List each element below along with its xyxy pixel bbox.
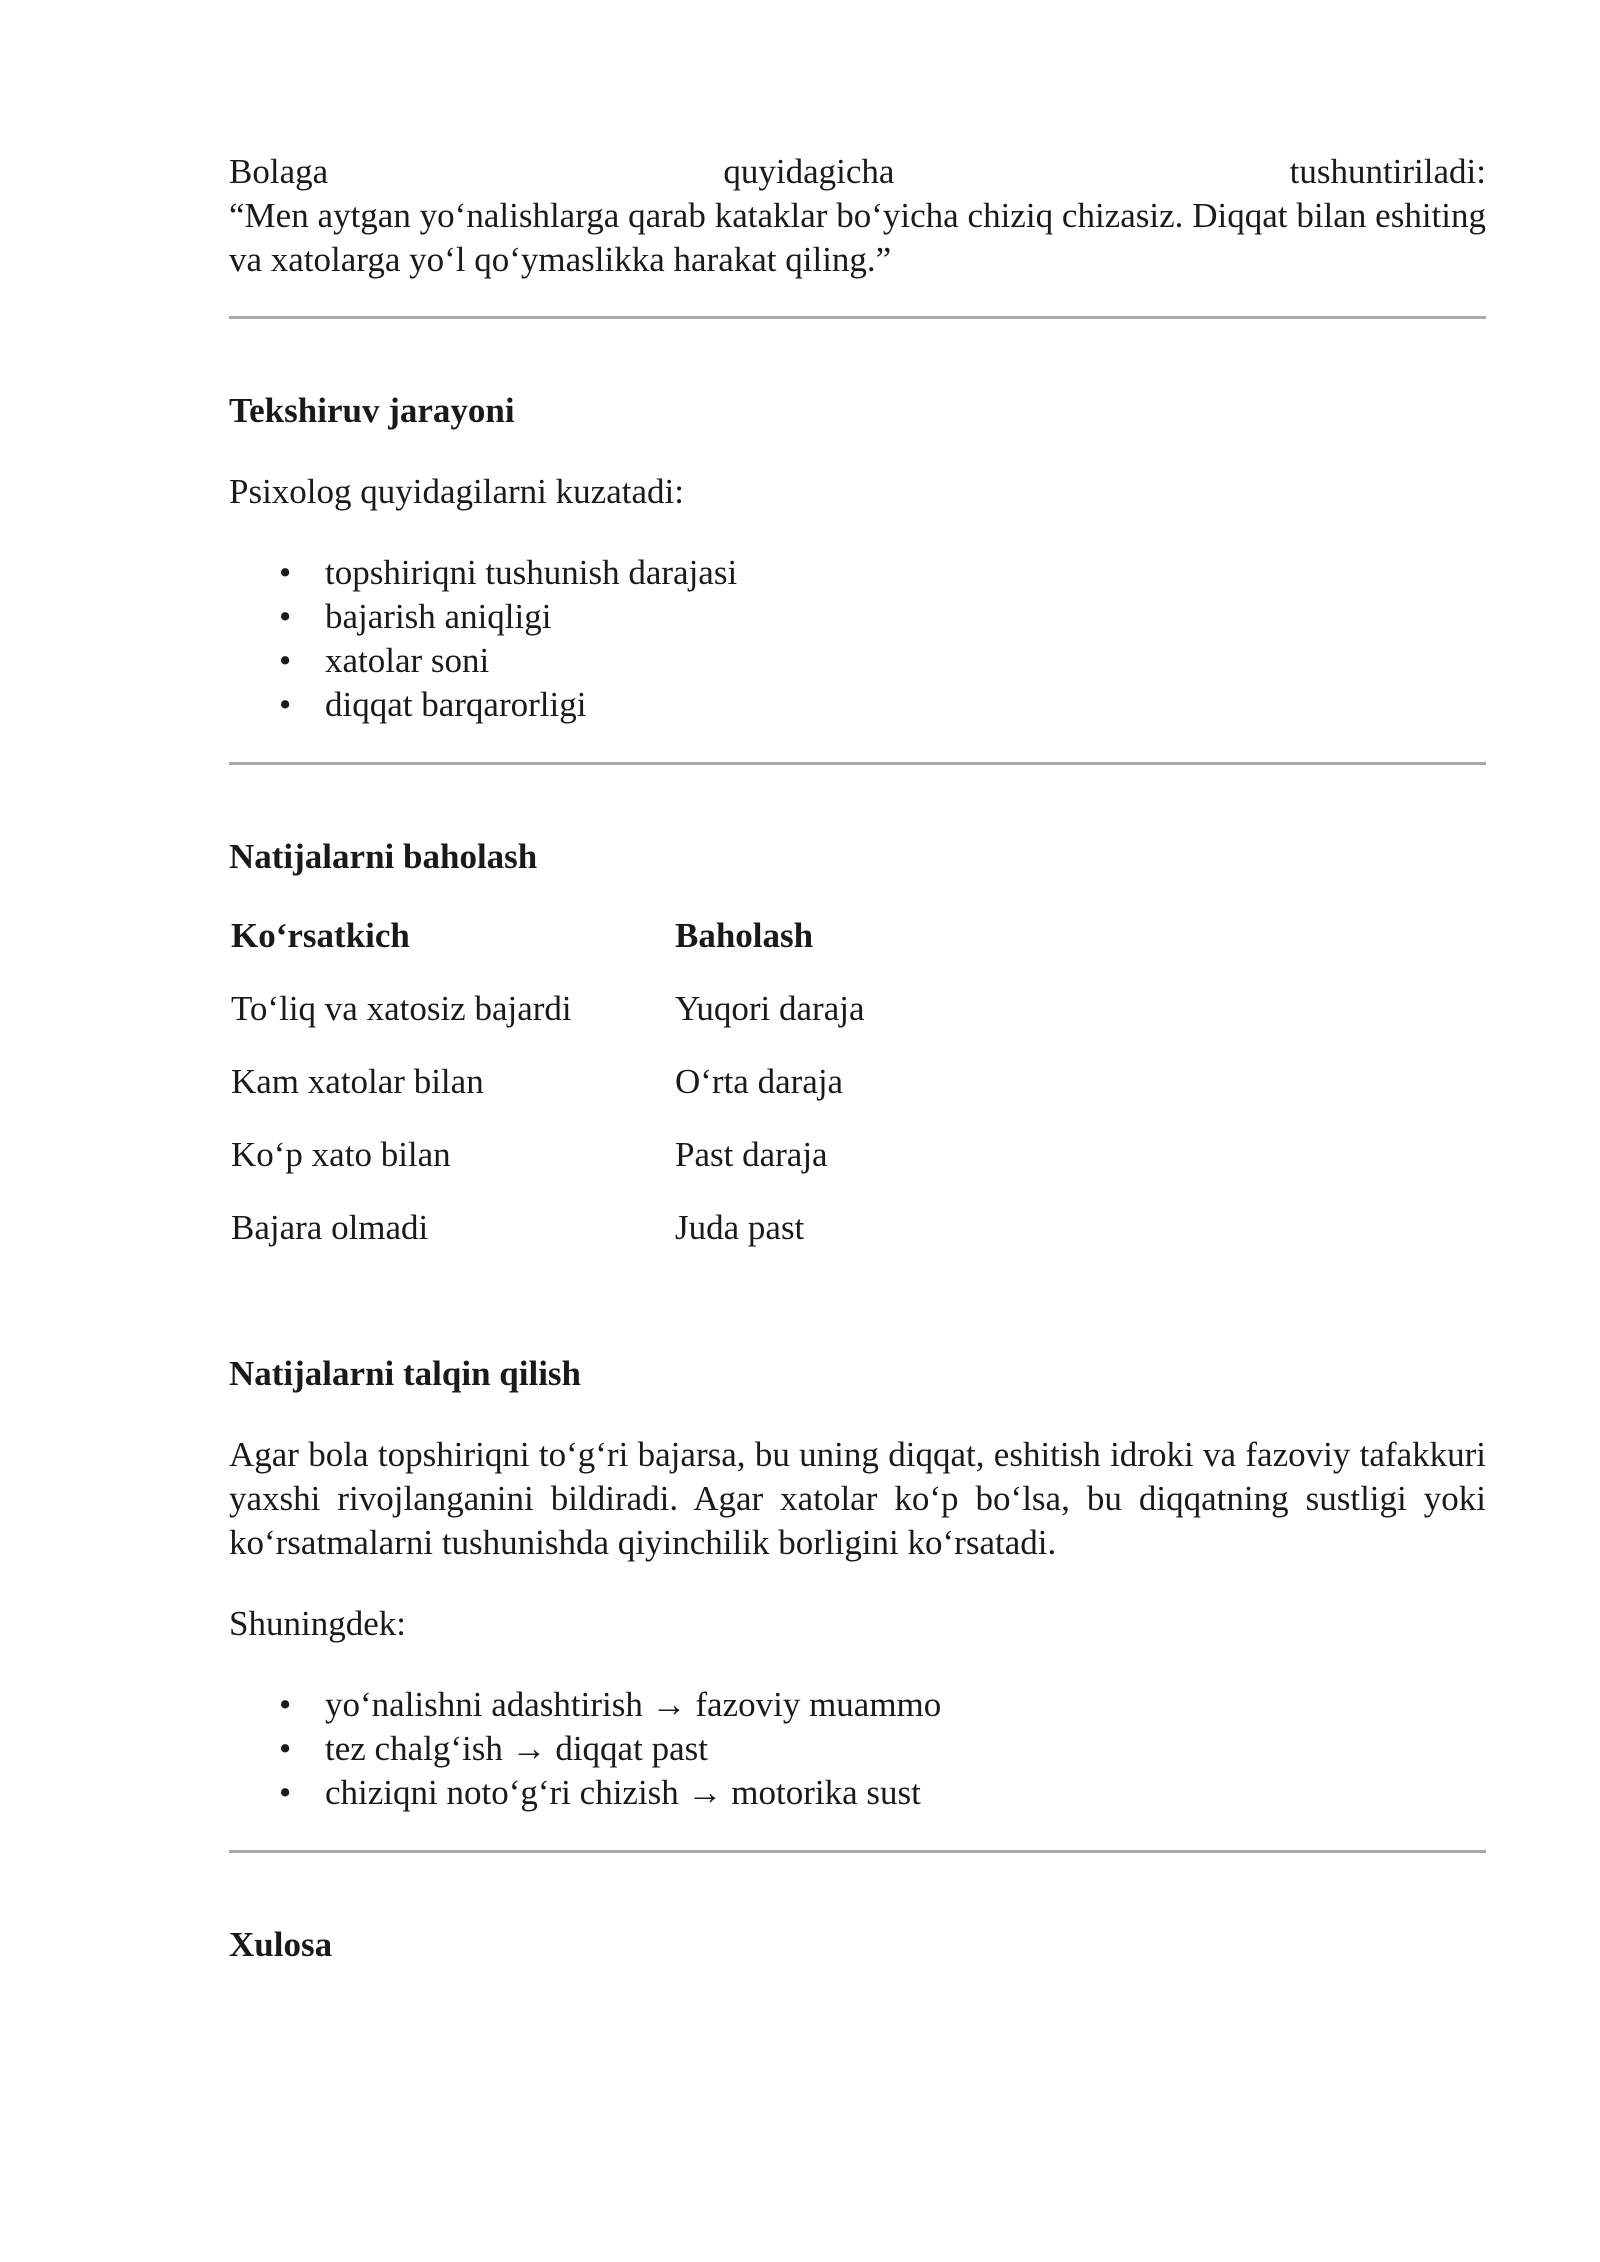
intro-word: Bolaga [229,152,329,191]
bullet-icon: • [279,685,292,724]
list-item-text: yo‘nalishni adashtirish → fazoviy muammo [325,1685,942,1724]
intro-text: “Men aytgan yo‘nalishlarga qarab kataklar bo‘yicha chiziq chizasiz. Diqqat bilan eshiting va xatolarga yo‘l qo‘ymaslikka harakat qiling.” [229,196,1486,279]
intro-first-line [229,150,1486,194]
interpretation-paragraph: Agar bola topshiriqni to‘g‘ri bajarsa, bu uning diqqat, eshitish idroki va fazoviy tafakkuri yaxshi rivojlanganini bildiradi. Agar xatolar ko‘p bo‘lsa, bu diqqatning sustligi yoki ko‘rsatmalarni tushunishda qiyinchilik borligini ko‘rsatadi. [229,1435,1486,1562]
list-item [229,595,1486,639]
section-heading-process: Tekshiruv jarayoni [229,391,515,430]
list-item [229,551,1486,595]
section-heading-interpretation: Natijalarni talqin qilish [229,1354,582,1393]
list-item-text: topshiriqni tushunish darajasi [325,553,738,592]
bullet-icon: • [279,553,292,592]
table-cell: Ko‘p xato bilan [231,1134,451,1174]
list-item [229,1683,1486,1727]
intro-word: quyidagicha [723,152,895,191]
table-row [229,1191,865,1264]
list-item [229,683,1486,727]
bullet-icon: • [279,597,292,636]
bullet-icon: • [279,1685,292,1724]
list-item [229,639,1486,683]
document-page [229,150,1486,1967]
column-header: Ko‘rsatkich [231,915,410,955]
bullet-icon: • [279,1773,292,1812]
table-header-row [229,899,865,972]
list-item [229,1771,1486,1815]
interpretation-list [229,1683,1486,1815]
column-header: Baholash [675,915,814,955]
table-row [229,1118,865,1191]
section-divider [229,316,1486,319]
list-item-text: diqqat barqarorligi [325,685,587,724]
list-item-text: chiziqni noto‘g‘ri chizish → motorika sust [325,1773,921,1812]
intro-paragraph [229,150,1486,282]
table-cell: O‘rta daraja [675,1061,844,1101]
table-cell: Juda past [675,1207,805,1247]
table-cell: Past daraja [675,1134,828,1174]
process-lead: Psixolog quyidagilarni kuzatadi: [229,472,684,511]
table-cell: To‘liq va xatosiz bajardi [231,988,572,1028]
list-item-text: xatolar soni [325,641,490,680]
interpretation-lead: Shuningdek: [229,1604,406,1643]
list-item [229,1727,1486,1771]
grading-table [229,899,865,1264]
bullet-icon: • [279,641,292,680]
list-item-text: bajarish aniqligi [325,597,552,636]
section-heading-conclusion: Xulosa [229,1925,333,1964]
table-cell: Bajara olmadi [231,1207,429,1247]
table-cell: Yuqori daraja [675,988,865,1028]
process-list [229,551,1486,727]
list-item-text: tez chalg‘ish → diqqat past [325,1729,708,1768]
section-divider [229,1850,1486,1853]
section-heading-results: Natijalarni baholash [229,837,538,876]
intro-word: tushuntiriladi: [1289,152,1486,191]
section-divider [229,762,1486,765]
bullet-icon: • [279,1729,292,1768]
table-row [229,972,865,1045]
table-cell: Kam xatolar bilan [231,1061,484,1101]
table-row [229,1045,865,1118]
